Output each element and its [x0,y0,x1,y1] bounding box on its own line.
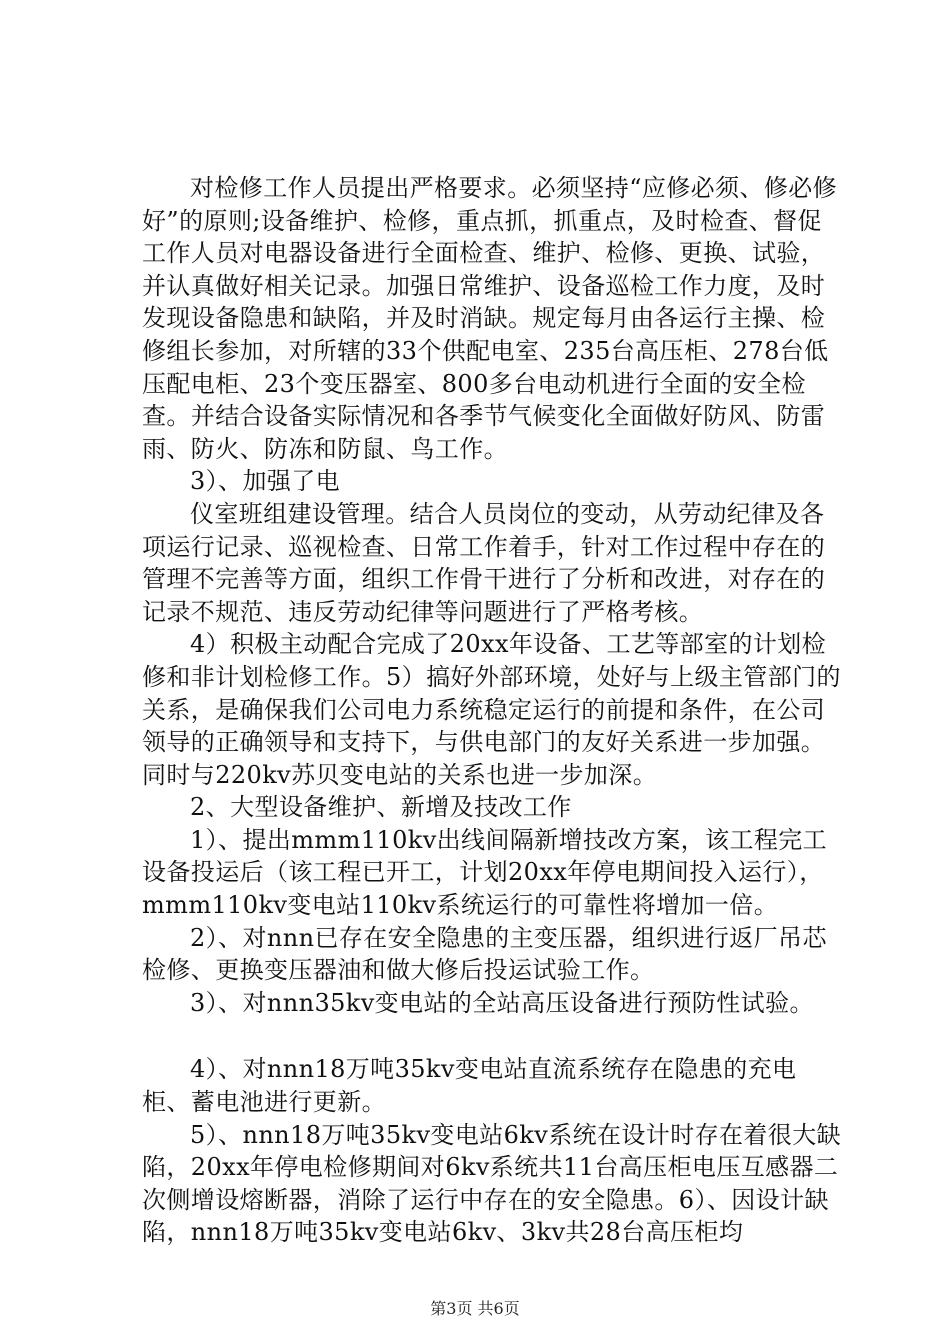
paragraph-item-3-heading: 3）、加强了电 [190,467,341,496]
paragraph-maintenance-requirements: 对检修工作人员提出严格要求。必须坚持“应修必须、修必修好”的原则;设备维护、检修，重点抓，抓重点，及时检查、督促工作人员对电器设备进行全面检查、维护、检修、更换、试验，并认真做好相关记录。加强日常维护、设备巡检工作力度，及时发现设备隐患和缺陷，并及时消缺。规定每月由各运行主操、检修组长参加，对所辖的33个供配电室、235台高压柜、278台低压配电柜、23个变压器室、800多台电动机进行全面的安全检查。并结合设备实际情况和各季节气候变化全面做好防风、防雷雨、防火、防冻和防鼠、鸟工作。 [142,174,838,463]
section-heading-major-equipment: 2、大型设备维护、新增及技改工作 [190,793,572,822]
paragraph-team-management: 仪室班组建设管理。结合人员岗位的变动，从劳动纪律及各项运行记录、巡视检查、日常工作着手，针对工作过程中存在的管理不完善等方面，组织工作骨干进行了分析和改进，对存在的记录不规范、违反劳动纪律等问题进行了严格考核。 [142,499,826,626]
paragraph-sub-item-5-6: 5）、nnn18万吨35kv变电站6kv系统在设计时存在着很大缺陷，20xx年停电检修期间对6kv系统共11台高压柜电压互感器二次侧增设熔断器，消除了运行中存在的安全隐患。6）、因设计缺陷，nnn18万吨35kv变电站6kv、3kv共28台高压柜均 [142,1120,841,1247]
paragraph-sub-item-3: 3）、对nnn35kv变电站的全站高压设备进行预防性试验。 [190,988,814,1017]
paragraph-sub-item-2: 2）、对nnn已存在安全隐患的主变压器，组织进行返厂吊芯检修、更换变压器油和做大修后投运试验工作。 [142,923,827,985]
page-footer: 第3页 共6页 [430,1299,520,1318]
paragraph-item-4-5: 4）积极主动配合完成了20xx年设备、工艺等部室的计划检修和非计划检修工作。5）搞好外部环境，处好与上级主管部门的关系，是确保我们公司电力系统稳定运行的前提和条件，在公司领导的正确领导和支持下，与供电部门的友好关系进一步加强。同时与220kv苏贝变电站的关系也进一步加深。 [142,630,841,789]
paragraph-sub-item-1: 1）、提出mmm110kv出线间隔新增技改方案，该工程完工设备投运后（该工程已开工，计划20xx年停电期间投入运行），mmm110kv变电站110kv系统运行的可靠性将增加一倍。 [142,825,828,920]
paragraph-sub-item-4: 4）、对nnn18万吨35kv变电站直流系统存在隐患的充电柜、蓄电池进行更新。 [142,1055,797,1117]
document-body [142,172,842,1249]
